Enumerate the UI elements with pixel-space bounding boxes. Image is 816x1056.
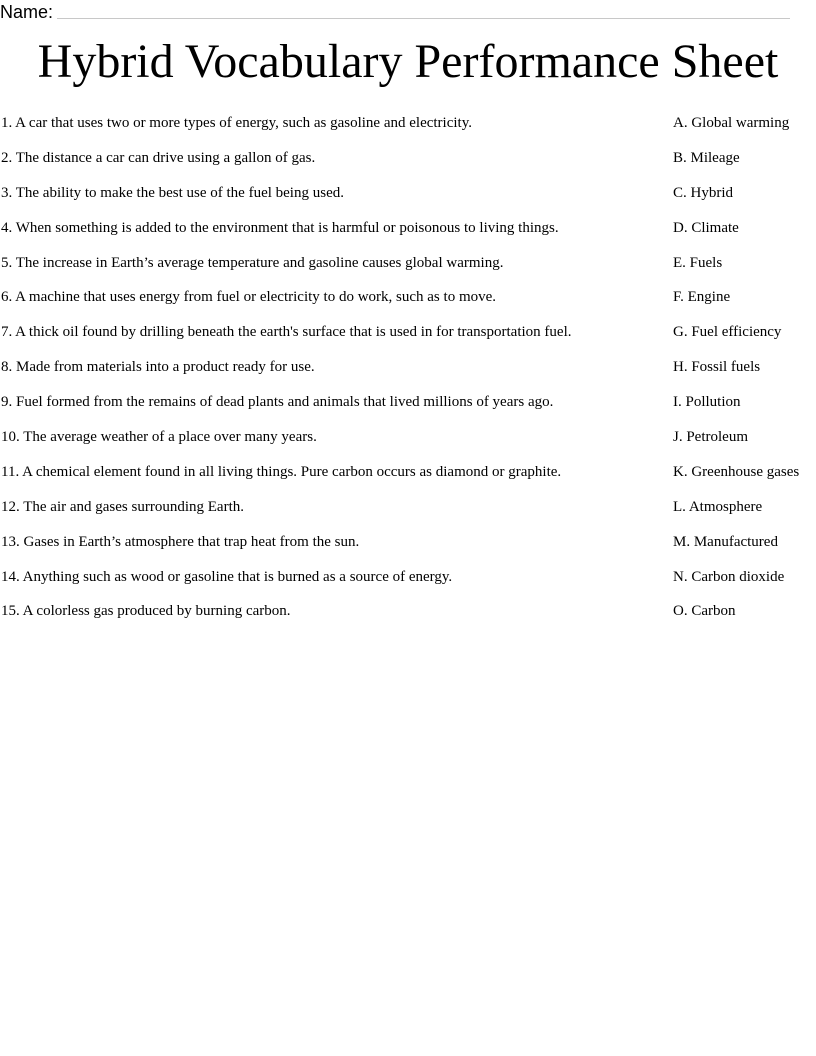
definition-8: 8. Made from materials into a product ready for use. [1,359,315,376]
answer-i: I. Pollution [673,394,741,411]
definition-6: 6. A machine that uses energy from fuel or electricity to do work, such as to move. [1,289,497,306]
name-blank-line[interactable] [57,0,790,19]
definition-4: 4. When something is added to the environment that is harmful or poisonous to living things. [1,219,559,236]
definition-2: 2. The distance a car can drive using a gallon of gas. [1,149,316,166]
list-item [0,462,816,497]
list-item [0,148,816,183]
answer-j: J. Petroleum [673,429,748,446]
definition-12: 12. The air and gases surrounding Earth. [1,498,244,515]
answer-f: F. Engine [673,289,731,306]
definition-3: 3. The ability to make the best use of the fuel being used. [1,184,344,201]
answer-k: K. Greenhouse gases [673,463,800,480]
answer-h: H. Fossil fuels [673,359,761,376]
list-item [0,601,816,636]
list-item [0,567,816,602]
list-item [0,253,816,288]
definition-10: 10. The average weather of a place over many years. [1,429,317,446]
answer-a: A. Global warming [673,115,790,131]
answer-n: N. Carbon dioxide [673,568,785,585]
list-item [0,497,816,532]
list-item [0,183,816,218]
list-item [0,392,816,427]
definition-7: 7. A thick oil found by drilling beneath the earth's surface that is used in for transportation fuel. [1,324,572,341]
list-item [0,287,816,322]
answer-o: O. Carbon [673,603,736,620]
answer-c: C. Hybrid [673,184,733,201]
definition-9: 9. Fuel formed from the remains of dead plants and animals that lived millions of years ago. [1,394,554,411]
name-row [0,0,790,22]
list-item [0,322,816,357]
answer-g: G. Fuel efficiency [673,324,782,341]
answer-b: B. Mileage [673,149,740,166]
name-label: Name: [0,2,54,22]
answer-e: E. Fuels [673,254,723,271]
list-item [0,427,816,462]
list-item [0,532,816,567]
definition-13: 13. Gases in Earth’s atmosphere that trap heat from the sun. [1,533,360,550]
definition-14: 14. Anything such as wood or gasoline that is burned as a source of energy. [1,568,453,585]
vocabulary-list [0,113,816,636]
definition-5: 5. The increase in Earth’s average temperature and gasoline causes global warming. [1,254,504,271]
list-item [0,113,816,148]
answer-d: D. Climate [673,219,739,236]
definition-1: 1. A car that uses two or more types of energy, such as gasoline and electricity. [1,115,472,131]
list-item [0,218,816,253]
list-item [0,357,816,392]
definition-11: 11. A chemical element found in all living things. Pure carbon occurs as diamond or graphite. [1,463,562,480]
page-title: Hybrid Vocabulary Performance Sheet [37,35,779,88]
answer-l: L. Atmosphere [673,498,763,515]
definition-15: 15. A colorless gas produced by burning carbon. [1,603,291,620]
answer-m: M. Manufactured [673,533,778,550]
